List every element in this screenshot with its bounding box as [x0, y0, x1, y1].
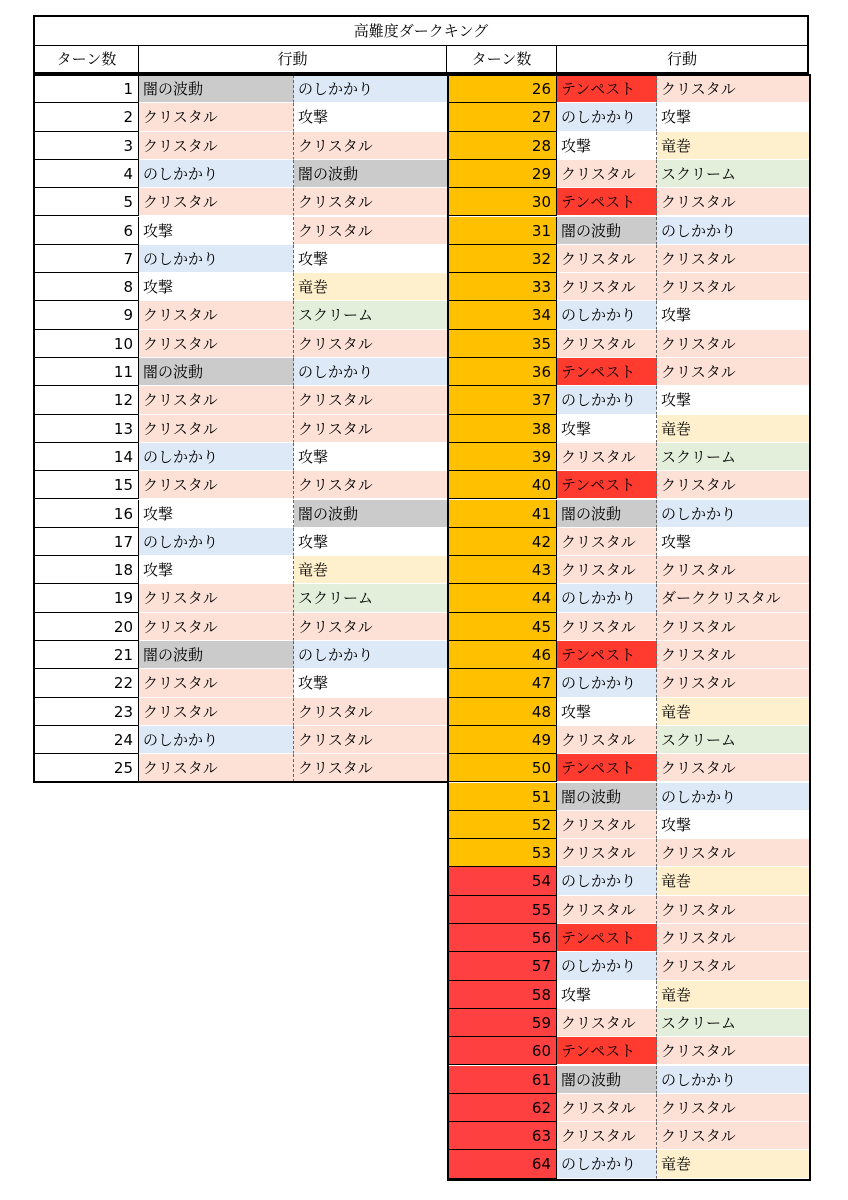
turn-number: 31	[449, 217, 557, 245]
turn-number: 38	[449, 415, 557, 443]
action-cell-first: のしかかり	[139, 726, 294, 754]
action-cell-first: クリスタル	[557, 273, 657, 301]
turn-number: 2	[35, 103, 139, 131]
action-cell-second: 竜巻	[657, 867, 809, 895]
turn-number: 25	[35, 754, 139, 782]
turn-header-right: ターン数	[447, 46, 557, 74]
action-cell-second: クリスタル	[294, 754, 447, 782]
action-cell-first: クリスタル	[557, 245, 657, 273]
action-cell-second: クリスタル	[294, 217, 447, 245]
turn-number: 17	[35, 528, 139, 556]
action-cell-first: テンペスト	[557, 924, 657, 952]
action-cell-first: クリスタル	[139, 103, 294, 131]
action-cell-first: クリスタル	[139, 301, 294, 329]
turn-number: 35	[449, 330, 557, 358]
turn-number: 7	[35, 245, 139, 273]
action-cell-first: 闇の波動	[557, 500, 657, 528]
turn-number: 19	[35, 584, 139, 612]
action-cell-first: 攻撃	[557, 981, 657, 1009]
action-cell-second: クリスタル	[294, 188, 447, 216]
action-cell-second: 竜巻	[657, 1150, 809, 1178]
turn-number: 48	[449, 698, 557, 726]
turn-number: 9	[35, 301, 139, 329]
action-cell-first: のしかかり	[557, 386, 657, 414]
action-cell-second: 竜巻	[294, 273, 447, 301]
action-cell-second: クリスタル	[294, 386, 447, 414]
turn-number: 37	[449, 386, 557, 414]
turn-number: 30	[449, 188, 557, 216]
action-cell-first: クリスタル	[139, 698, 294, 726]
turn-number: 62	[449, 1094, 557, 1122]
action-cell-second: クリスタル	[657, 924, 809, 952]
action-cell-second: クリスタル	[657, 273, 809, 301]
action-cell-first: クリスタル	[557, 839, 657, 867]
action-cell-second: クリスタル	[657, 896, 809, 924]
turn-number: 60	[449, 1037, 557, 1065]
action-cell-second: スクリーム	[294, 301, 447, 329]
turn-number: 14	[35, 443, 139, 471]
action-cell-second: スクリーム	[657, 1009, 809, 1037]
action-cell-second: クリスタル	[294, 330, 447, 358]
action-cell-second: クリスタル	[657, 1122, 809, 1150]
action-cell-second: クリスタル	[657, 613, 809, 641]
action-cell-second: 竜巻	[657, 981, 809, 1009]
action-cell-first: テンペスト	[557, 1037, 657, 1065]
action-cell-second: クリスタル	[657, 1094, 809, 1122]
action-cell-second: のしかかり	[657, 1066, 809, 1094]
action-cell-first: のしかかり	[139, 443, 294, 471]
action-cell-first: のしかかり	[557, 103, 657, 131]
turn-number: 15	[35, 471, 139, 499]
turn-number: 22	[35, 669, 139, 697]
action-cell-first: 攻撃	[557, 698, 657, 726]
action-cell-first: テンペスト	[557, 471, 657, 499]
turn-number: 28	[449, 132, 557, 160]
action-cell-second: ダーククリスタル	[657, 584, 809, 612]
action-cell-second: スクリーム	[294, 584, 447, 612]
action-cell-first: クリスタル	[139, 471, 294, 499]
action-cell-second: 攻撃	[294, 245, 447, 273]
action-cell-second: クリスタル	[294, 132, 447, 160]
action-cell-first: クリスタル	[139, 754, 294, 782]
action-cell-second: クリスタル	[294, 471, 447, 499]
action-cell-second: クリスタル	[657, 330, 809, 358]
turn-number: 56	[449, 924, 557, 952]
turn-number: 21	[35, 641, 139, 669]
turn-number: 52	[449, 811, 557, 839]
action-cell-first: クリスタル	[557, 613, 657, 641]
turn-number: 44	[449, 584, 557, 612]
action-cell-first: のしかかり	[139, 245, 294, 273]
action-cell-second: クリスタル	[657, 754, 809, 782]
turn-number: 55	[449, 896, 557, 924]
action-cell-first: テンペスト	[557, 641, 657, 669]
action-cell-second: のしかかり	[294, 641, 447, 669]
action-cell-first: クリスタル	[557, 896, 657, 924]
action-cell-first: クリスタル	[557, 1094, 657, 1122]
action-cell-first: クリスタル	[139, 188, 294, 216]
action-cell-second: クリスタル	[657, 1037, 809, 1065]
turn-number: 53	[449, 839, 557, 867]
action-cell-first: のしかかり	[557, 301, 657, 329]
action-cell-first: のしかかり	[557, 669, 657, 697]
turn-number: 24	[35, 726, 139, 754]
turn-header-left: ターン数	[33, 46, 139, 74]
action-cell-second: クリスタル	[657, 952, 809, 980]
turn-number: 42	[449, 528, 557, 556]
turn-number: 41	[449, 500, 557, 528]
action-cell-first: 攻撃	[139, 500, 294, 528]
turn-number: 39	[449, 443, 557, 471]
turn-number: 10	[35, 330, 139, 358]
turn-number: 36	[449, 358, 557, 386]
action-cell-first: 闇の波動	[557, 783, 657, 811]
action-cell-second: 攻撃	[657, 103, 809, 131]
action-header-left: 行動	[139, 46, 447, 74]
turn-number: 50	[449, 754, 557, 782]
action-cell-second: 攻撃	[294, 669, 447, 697]
action-cell-first: クリスタル	[557, 528, 657, 556]
action-cell-first: テンペスト	[557, 75, 657, 103]
action-cell-second: クリスタル	[294, 726, 447, 754]
turn-number: 32	[449, 245, 557, 273]
turn-number: 29	[449, 160, 557, 188]
action-cell-first: 闇の波動	[557, 1066, 657, 1094]
action-cell-second: のしかかり	[294, 75, 447, 103]
action-cell-first: クリスタル	[139, 386, 294, 414]
turn-number: 49	[449, 726, 557, 754]
turn-number: 1	[35, 75, 139, 103]
action-cell-first: クリスタル	[139, 613, 294, 641]
action-cell-second: 闇の波動	[294, 500, 447, 528]
action-cell-second: のしかかり	[657, 783, 809, 811]
action-cell-first: クリスタル	[557, 1122, 657, 1150]
action-cell-first: クリスタル	[557, 556, 657, 584]
action-cell-first: クリスタル	[557, 443, 657, 471]
turn-number: 16	[35, 500, 139, 528]
action-cell-first: クリスタル	[139, 330, 294, 358]
turn-number: 8	[35, 273, 139, 301]
action-cell-first: 攻撃	[139, 556, 294, 584]
turn-number: 47	[449, 669, 557, 697]
turn-number: 46	[449, 641, 557, 669]
turn-number: 5	[35, 188, 139, 216]
action-cell-first: クリスタル	[139, 669, 294, 697]
action-cell-second: 攻撃	[657, 528, 809, 556]
action-cell-second: クリスタル	[657, 641, 809, 669]
turn-number: 45	[449, 613, 557, 641]
turn-number: 18	[35, 556, 139, 584]
action-cell-first: 闇の波動	[139, 641, 294, 669]
action-cell-first: のしかかり	[557, 1150, 657, 1178]
action-cell-second: 竜巻	[657, 132, 809, 160]
turn-number: 23	[35, 698, 139, 726]
action-cell-second: クリスタル	[657, 471, 809, 499]
action-cell-first: 闇の波動	[139, 358, 294, 386]
turn-number: 54	[449, 867, 557, 895]
action-cell-second: 攻撃	[294, 528, 447, 556]
action-cell-first: のしかかり	[557, 952, 657, 980]
action-cell-second: のしかかり	[657, 500, 809, 528]
action-cell-second: 竜巻	[657, 415, 809, 443]
action-cell-second: のしかかり	[294, 358, 447, 386]
turn-number: 40	[449, 471, 557, 499]
turn-number: 11	[35, 358, 139, 386]
action-cell-second: 闇の波動	[294, 160, 447, 188]
turn-number: 58	[449, 981, 557, 1009]
turn-number: 26	[449, 75, 557, 103]
action-cell-second: 竜巻	[294, 556, 447, 584]
action-cell-first: 闇の波動	[557, 217, 657, 245]
action-cell-first: 攻撃	[139, 273, 294, 301]
action-cell-second: クリスタル	[294, 613, 447, 641]
action-cell-second: スクリーム	[657, 443, 809, 471]
action-cell-second: 攻撃	[657, 386, 809, 414]
action-cell-second: クリスタル	[657, 245, 809, 273]
turn-number: 20	[35, 613, 139, 641]
action-cell-first: クリスタル	[557, 160, 657, 188]
turn-number: 12	[35, 386, 139, 414]
action-cell-first: クリスタル	[139, 415, 294, 443]
turn-number: 34	[449, 301, 557, 329]
action-cell-second: スクリーム	[657, 160, 809, 188]
action-cell-second: クリスタル	[294, 698, 447, 726]
action-cell-second: クリスタル	[294, 415, 447, 443]
action-cell-second: クリスタル	[657, 669, 809, 697]
action-cell-second: クリスタル	[657, 839, 809, 867]
turn-number: 13	[35, 415, 139, 443]
action-cell-second: 攻撃	[294, 443, 447, 471]
action-cell-second: 攻撃	[657, 811, 809, 839]
action-cell-first: のしかかり	[557, 584, 657, 612]
action-cell-first: 攻撃	[557, 132, 657, 160]
action-cell-first: クリスタル	[557, 330, 657, 358]
turn-number: 4	[35, 160, 139, 188]
action-cell-second: クリスタル	[657, 188, 809, 216]
turn-number: 27	[449, 103, 557, 131]
action-cell-second: 攻撃	[294, 103, 447, 131]
action-cell-second: のしかかり	[657, 217, 809, 245]
action-cell-second: スクリーム	[657, 726, 809, 754]
action-cell-first: テンペスト	[557, 358, 657, 386]
action-cell-first: テンペスト	[557, 188, 657, 216]
turn-number: 33	[449, 273, 557, 301]
action-cell-first: のしかかり	[139, 528, 294, 556]
action-cell-second: クリスタル	[657, 75, 809, 103]
turn-number: 3	[35, 132, 139, 160]
action-cell-first: 攻撃	[557, 415, 657, 443]
action-cell-first: のしかかり	[557, 867, 657, 895]
page-title: 高難度ダークキング	[33, 15, 809, 46]
action-cell-first: クリスタル	[139, 584, 294, 612]
action-cell-second: クリスタル	[657, 556, 809, 584]
action-cell-second: クリスタル	[657, 358, 809, 386]
action-cell-first: クリスタル	[557, 811, 657, 839]
action-header-right: 行動	[557, 46, 809, 74]
turn-number: 61	[449, 1066, 557, 1094]
turn-number: 63	[449, 1122, 557, 1150]
action-cell-first: 攻撃	[139, 217, 294, 245]
turn-number: 64	[449, 1150, 557, 1178]
action-cell-first: テンペスト	[557, 754, 657, 782]
action-cell-first: のしかかり	[139, 160, 294, 188]
turn-number: 51	[449, 783, 557, 811]
action-cell-second: 竜巻	[657, 698, 809, 726]
action-cell-first: クリスタル	[139, 132, 294, 160]
turn-number: 43	[449, 556, 557, 584]
action-cell-second: 攻撃	[657, 301, 809, 329]
turn-number: 59	[449, 1009, 557, 1037]
action-cell-first: 闇の波動	[139, 75, 294, 103]
turn-number: 6	[35, 217, 139, 245]
action-cell-first: クリスタル	[557, 1009, 657, 1037]
turn-number: 57	[449, 952, 557, 980]
action-cell-first: クリスタル	[557, 726, 657, 754]
